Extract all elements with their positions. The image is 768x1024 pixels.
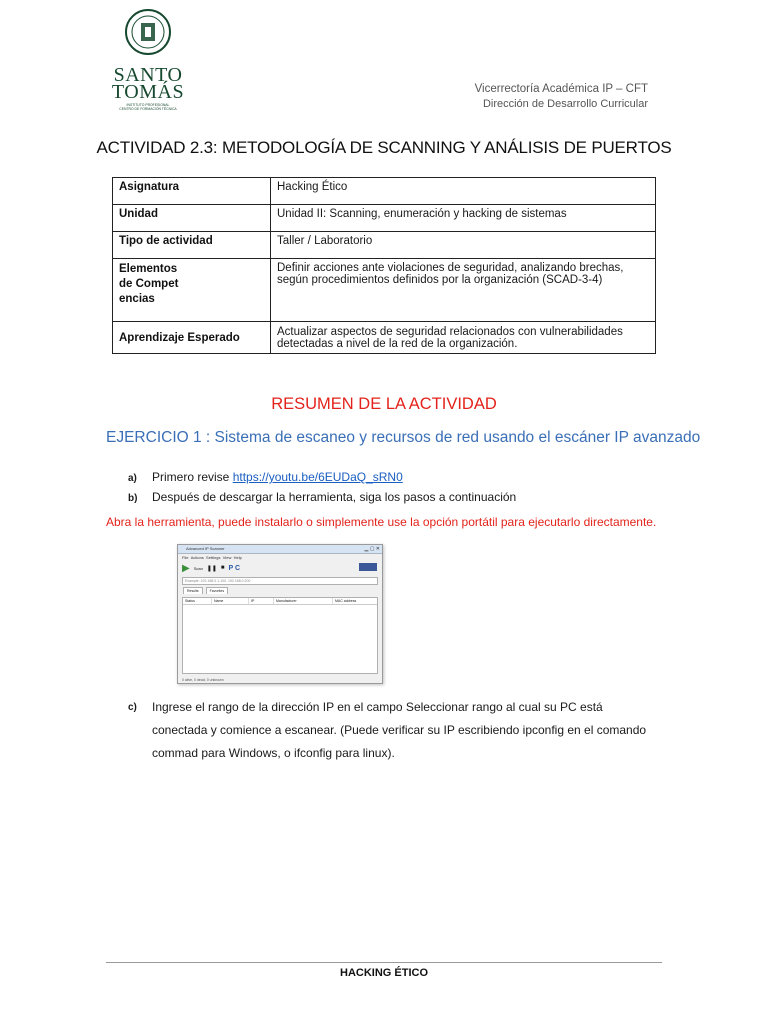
red-note: Abra la herramienta, puede instalarlo o simplemente use la opción portátil para ejecutarlo directamente. [106,515,657,529]
step-b [128,490,516,504]
table-row [113,205,656,232]
row-value: Hacking Ético [271,178,656,205]
table-row [113,232,656,259]
youtube-link[interactable]: https://youtu.be/6EUDaQ_sRN0 [232,470,403,484]
document-header [475,82,648,112]
step-text: Primero revise [152,470,233,484]
stop-icon: ■ [220,565,225,571]
exercise-heading: EJERCICIO 1 : Sistema de escaneo y recursos de red usando el escáner IP avanzado [106,429,701,446]
step-marker: a) [128,473,137,484]
row-value: Actualizar aspectos de seguridad relacionados con vulnerabilidades detectadas a nivel de la red de la organización. [271,322,656,354]
activity-info-table [112,177,656,354]
step-text: Ingrese el rango de la dirección IP en el campo Seleccionar rango al cual su PC está conectada y comience a escanear. (Puede verificar su IP escribiendo ipconfig en el comando commad para Windows, o ifconfig para linux). [152,700,647,760]
app-toolbar: ▶ Scan ❚❚ ■ P C [182,562,241,574]
step-marker: b) [128,493,138,504]
footer-divider [106,962,662,963]
window-titlebar: Advanced IP Scanner ▁ ▢ ✕ [178,545,382,554]
header-line-vicerrectoria: Vicerrectoría Académica IP – CFT [474,83,648,95]
pause-icon: ❚❚ [206,565,217,572]
facebook-icon [359,563,377,571]
step-a [128,470,403,484]
page-footer: HACKING ÉTICO [340,967,428,979]
header-line-direccion: Dirección de Desarrollo Curricular [482,98,648,110]
logo-name: SANTO TOMÁS [111,64,185,103]
seal-icon [124,8,172,56]
grid-header: Status Name IP Manufacturer MAC address [183,598,377,605]
row-value: Taller / Laboratorio [271,232,656,259]
step-marker: c) [128,702,137,713]
table-row [113,259,656,322]
pc-label: P C [228,564,241,572]
step-c [128,696,648,765]
window-controls-icon: ▁ ▢ ✕ [364,546,380,552]
summary-heading: RESUMEN DE LA ACTIVIDAD [271,395,497,413]
row-label: Tipo de actividad [113,232,271,259]
ip-range-field: Example: 192.168.0.1-100, 192.168.0.200 [182,577,378,585]
results-grid [182,597,378,674]
table-row [113,178,656,205]
status-bar: 0 alive, 0 dead, 0 unknown [182,678,224,682]
page-title: ACTIVIDAD 2.3: METODOLOGÍA DE SCANNING Y ANÁLISIS DE PUERTOS [96,138,672,157]
table-row [113,322,656,354]
scanner-screenshot [177,544,383,684]
results-tabs: Results Favorites [178,587,382,594]
play-icon: ▶ [182,562,190,574]
logo-subtitle: INSTITUTO PROFESIONAL CENTRO DE FORMACIÓN TÉCNICA [119,103,177,111]
row-label: Asignatura [113,178,271,205]
row-label: Elementos de Competencias [113,259,271,322]
institution-logo [108,8,188,111]
row-label: Aprendizaje Esperado [113,322,271,354]
app-menu: File Actions Settings View Help [182,555,242,560]
row-label: Unidad [113,205,271,232]
row-value: Definir acciones ante violaciones de seguridad, analizando brechas, según procedimientos definidos por la organización (SCAD-3-4) [271,259,656,322]
step-text: Después de descargar la herramienta, siga los pasos a continuación [152,490,517,504]
row-value: Unidad II: Scanning, enumeración y hacking de sistemas [271,205,656,232]
